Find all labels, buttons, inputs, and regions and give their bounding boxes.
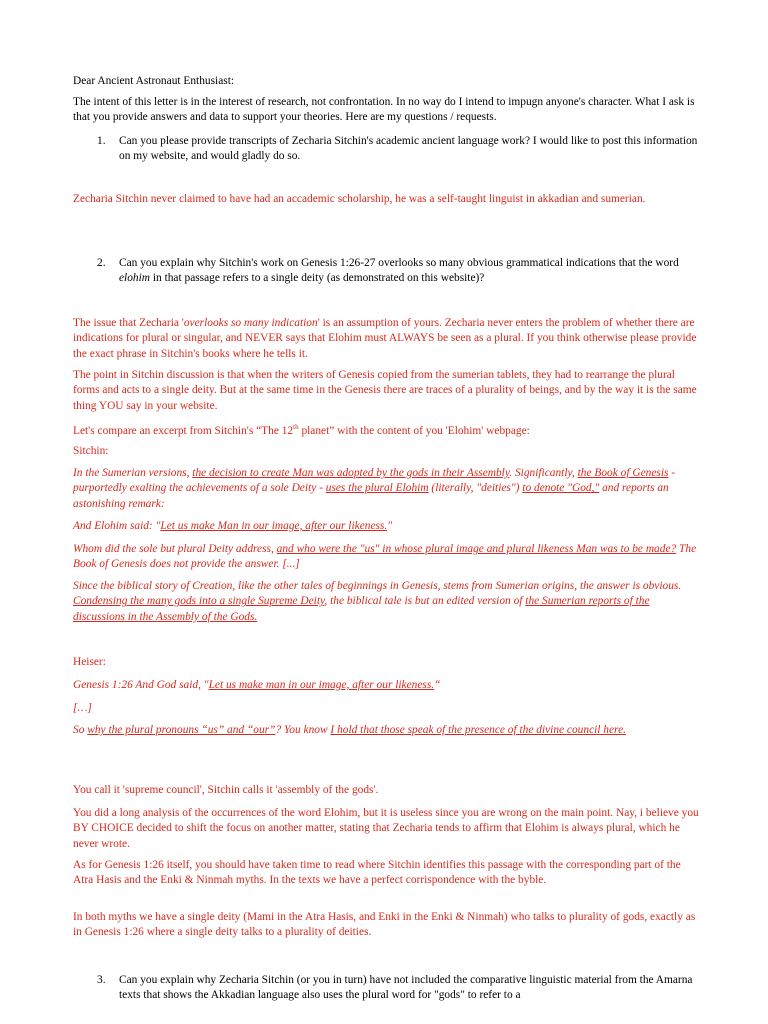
sitchin-quote-4: Since the biblical story of Creation, like the other tales of beginnings in Genesis, stems from Sumerian origins, the answer is obvious. Condensing the many gods into a single Supreme Deity, the biblical tale is but an edited version of the Sumerian reports of the discussions in the Assembly of the Gods. [73,580,682,623]
answer-paragraph-7: In both myths we have a single deity (Mami in the Atra Hasis, and Enki in the Enki & Ninmah) who talks to plurality of gods, exactly as in Genesis 1:26 where a single deity talks to a plurality of deities. [73,911,696,939]
question-1-number: 1. [97,135,106,147]
answer-2-paragraph-3: Let's compare an excerpt from Sitchin's “The 12th planet” with the content of you 'Elohim' webpage: [73,423,530,437]
question-3-text: Can you explain why Zecharia Sitchin (or you in turn) have not included the comparative linguistic material from the Amarna texts that shows the Akkadian language also uses the plural word for "gods" to refer to a [119,974,693,1002]
answer-paragraph-6: As for Genesis 1:26 itself, you should have taken time to read where Sitchin identifies this passage with the corresponding part of the Atra Hasis and the Enki & Ninmah myths. In the texts we have a perfect corrispondence with the byble. [73,859,681,887]
sitchin-quote-3: Whom did the sole but plural Deity address, and who were the "us" in whose plural image and plural likeness Man was to be made? The Book of Genesis does not provide the answer. [...] [73,543,697,571]
sitchin-label: Sitchin: [73,445,109,457]
heiser-quote-2: […] [73,702,92,714]
question-1-text: Can you please provide transcripts of Zecharia Sitchin's academic ancient language work? I would like to post this information on my website, and would gladly do so. [119,135,698,163]
intro-paragraph: The intent of this letter is in the interest of research, not confrontation. In no way do I intend to impugn anyone's character. What I ask is that you provide answers and data to support your theories. Here are my questions / requests. [73,96,695,124]
answer-1: Zecharia Sitchin never claimed to have had an accademic scholarship, he was a self-taught linguist in akkadian and sumerian. [73,193,646,205]
heiser-label: Heiser: [73,656,106,668]
question-2-number: 2. [97,257,106,269]
question-3-number: 3. [97,974,106,986]
sitchin-quote-1: In the Sumerian versions, the decision to create Man was adopted by the gods in their Assembly. Significantly, the Book of Genesis - purportedly exalting the achievements of a sole Deity - uses the plural Elohim (literally, "deities") to denote "God," and reports an astonishing remark: [73,467,676,510]
question-2-text: Can you explain why Sitchin's work on Genesis 1:26-27 overlooks so many obvious grammatical indications that the word elohim in that passage refers to a single deity (as demonstrated on this website)? [119,257,679,285]
sitchin-quote-2: And Elohim said: "Let us make Man in our image, after our likeness." [73,520,393,532]
answer-2-paragraph-2: The point in Sitchin discussion is that when the writers of Genesis copied from the sumerian tablets, they had to rearrange the plural forms and acts to a single deity. But at the same time in the Genesis there are traces of a plurality of beings, and by the way it is the same thing YOU say in your website. [73,369,697,412]
answer-2-paragraph-1: The issue that Zecharia 'overlooks so many indication' is an assumption of yours. Zecharia never enters the problem of whether there are indications for plural or singular, and NEVER says that Elohim must ALWAYS be seen as a plural. If you think otherwise please provide the exact phrase in Sitchin's books where he tells it. [73,317,697,360]
answer-paragraph-4: You call it 'supreme council', Sitchin calls it 'assembly of the gods'. [73,784,379,796]
answer-paragraph-5: You did a long analysis of the occurrences of the word Elohim, but it is useless since you are wrong on the main point. Nay, i believe you BY CHOICE decided to shift the focus on another matter, stating that Zecharia tends to affirm that Elohim is always plural, which he never wrote. [73,807,699,850]
heiser-quote-3: So why the plural pronouns “us” and “our”? You know I hold that those speak of the presence of the divine council here. [73,724,626,736]
salutation: Dear Ancient Astronaut Enthusiast: [73,75,235,87]
heiser-quote-1: Genesis 1:26 And God said, "Let us make man in our image, after our likeness.“ [73,679,441,691]
